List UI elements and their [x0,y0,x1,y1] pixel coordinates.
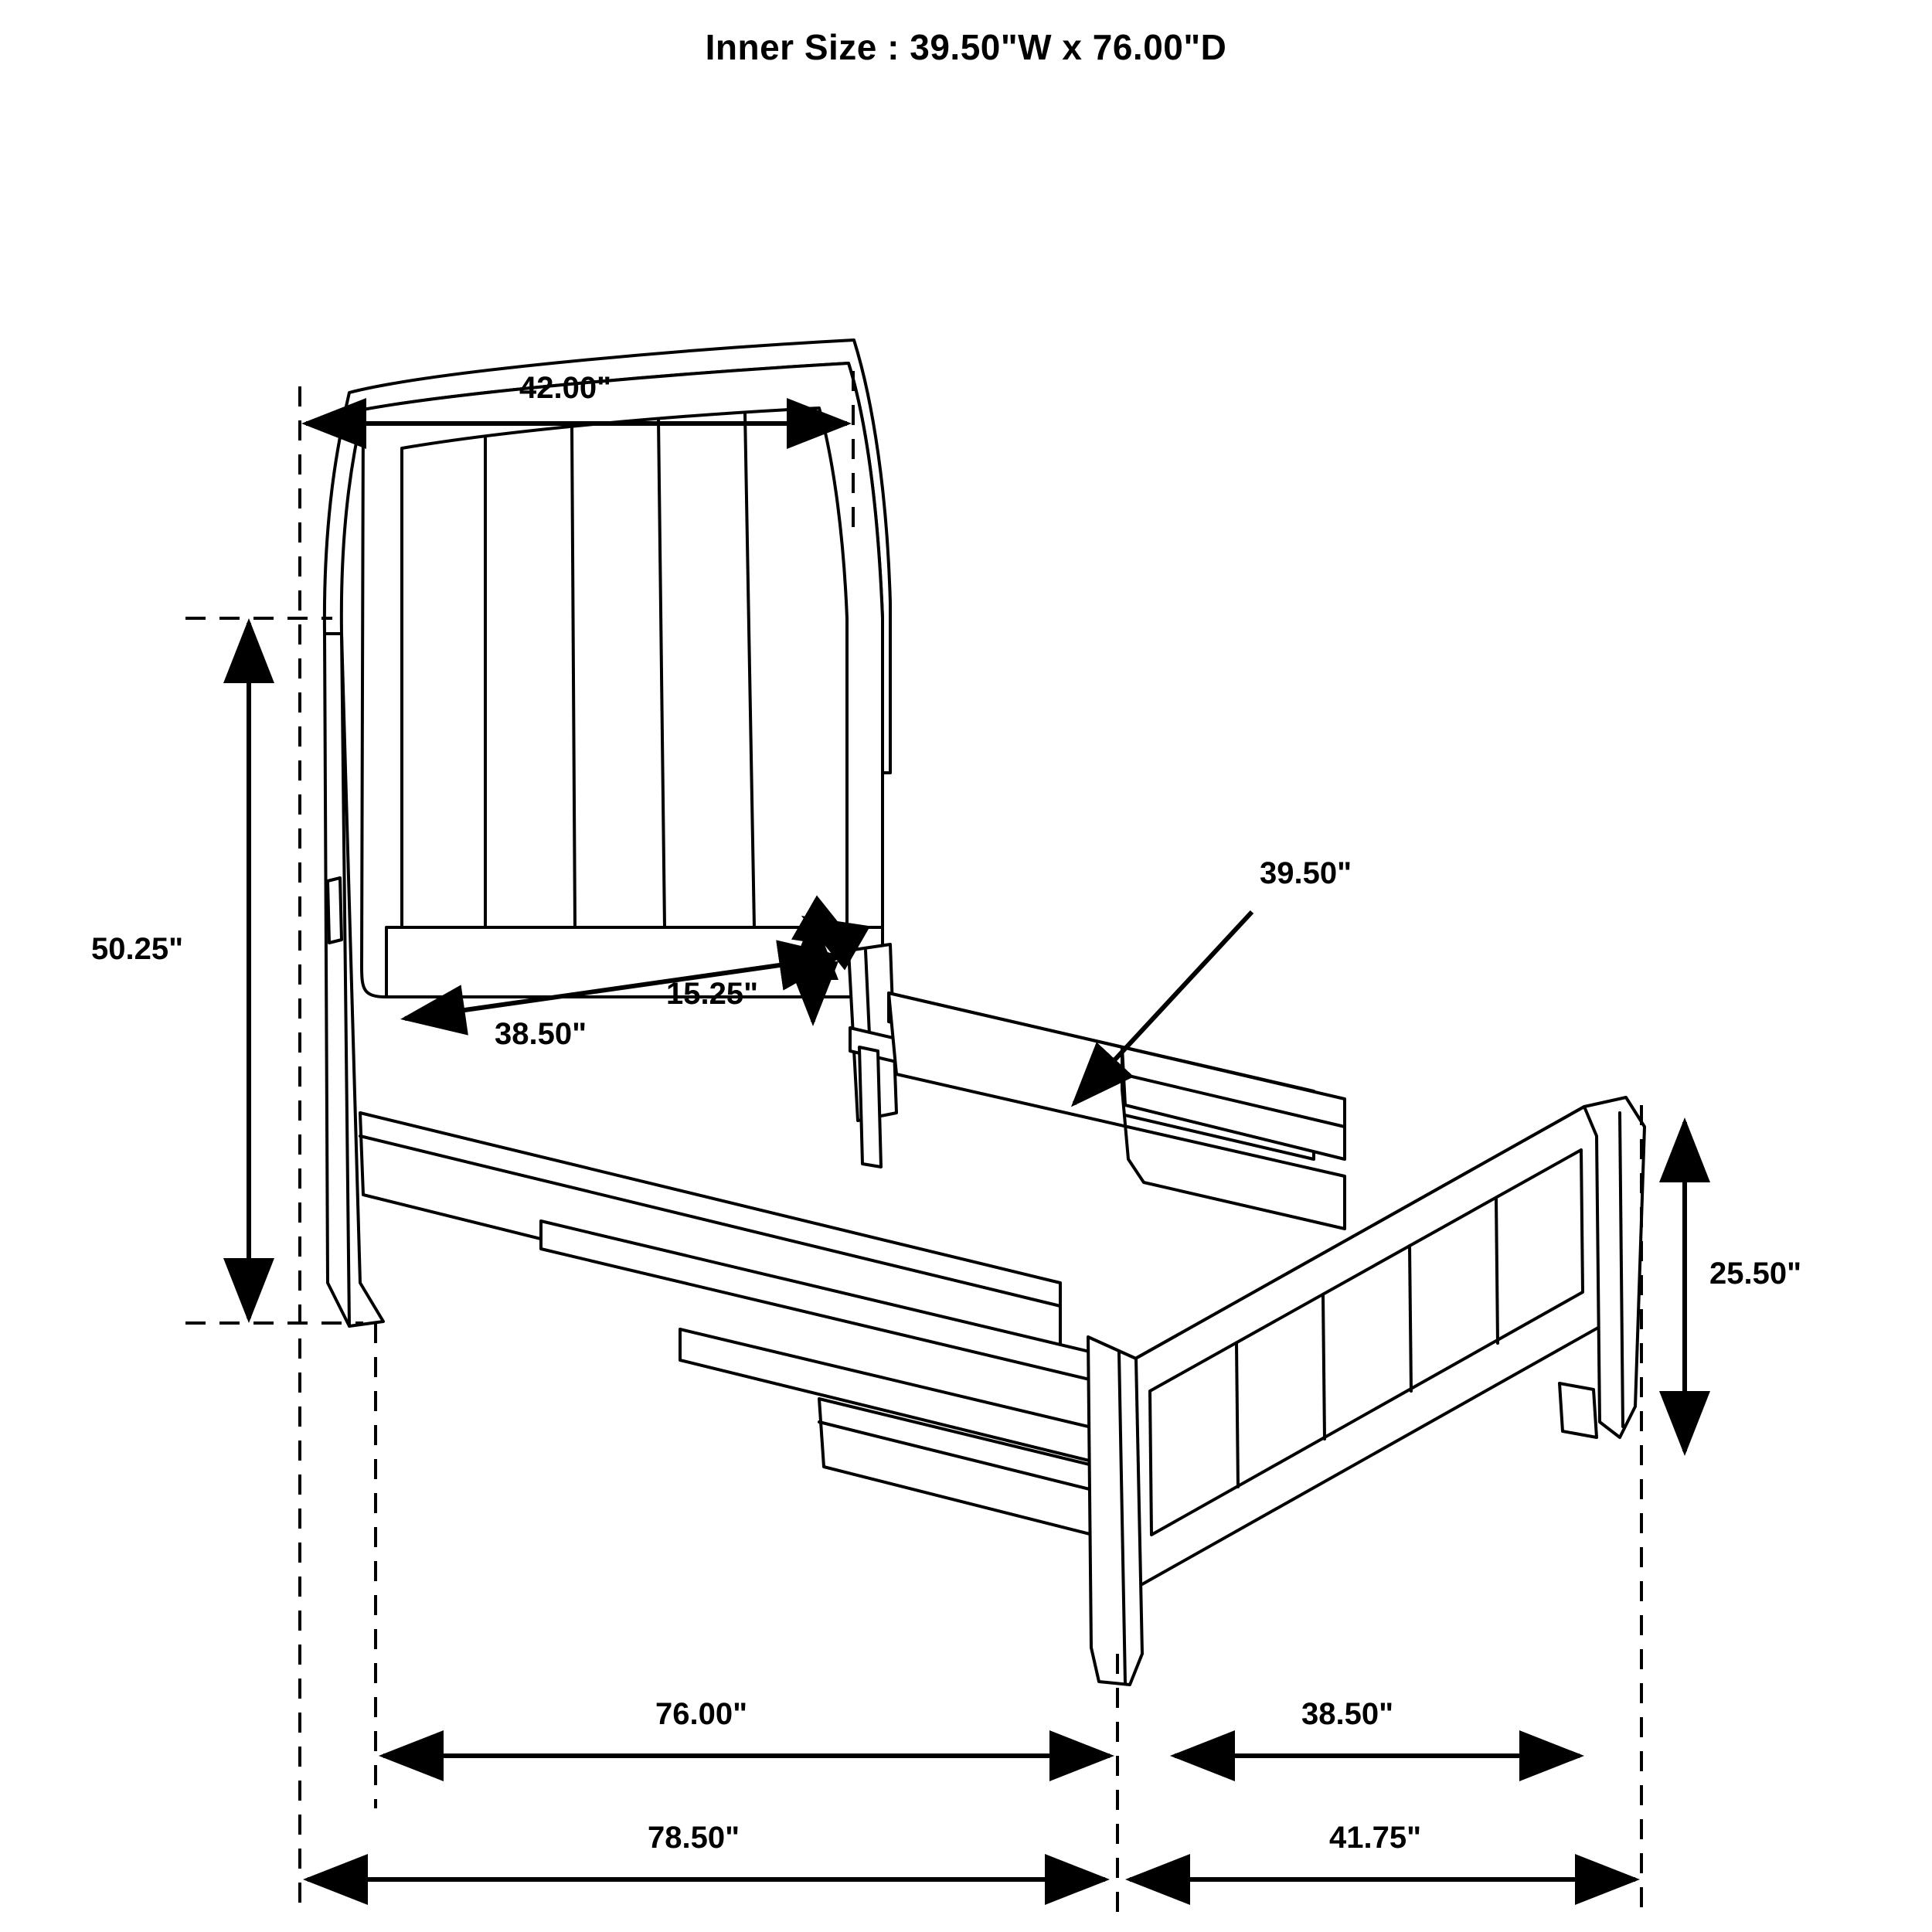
footboard-left-post [1088,1337,1142,1685]
dim-label-footboard-depth: 41.75" [1329,1821,1422,1855]
page-title: Inner Size : 39.50"W x 76.00"D [705,27,1227,67]
dim-label-inner-width: 39.50" [1260,856,1352,890]
footboard-divider-1 [1236,1343,1238,1487]
footboard-right-foot [1560,1383,1597,1437]
footboard-divider-4 [1496,1198,1498,1343]
left-post-notch [328,878,342,943]
footboard-divider-3 [1410,1246,1411,1391]
dim-label-inner-length: 76.00" [655,1697,748,1731]
headboard-upholstery-frame [402,408,847,927]
bed-illustration [325,340,1645,1685]
dim-label-rail-height: 15.25" [666,977,759,1011]
dim-label-panel-inner-width: 38.50" [495,1017,587,1051]
dim-label-side-rail-depth: 38.50" [1301,1697,1394,1731]
center-support-leg [859,1047,881,1167]
dim-label-footboard-height: 25.50" [1709,1257,1802,1291]
dim-label-overall-length: 78.50" [648,1821,740,1855]
footboard-divider-2 [1323,1295,1325,1439]
dim-label-overall-height: 50.25" [91,932,184,966]
dim-label-headboard-width: 42.00" [519,371,612,405]
